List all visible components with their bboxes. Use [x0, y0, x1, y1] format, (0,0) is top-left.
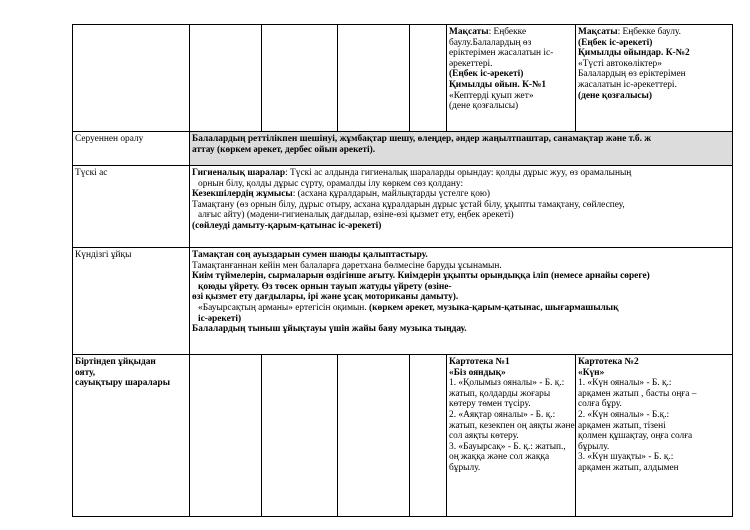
walk-return-line: аттау (көркем әрекет, дербес ойын әрекеті).: [192, 144, 376, 155]
row-label-nap: [72, 247, 190, 355]
text-run: «Түсті автокөліктер»: [578, 58, 662, 69]
nap-content: [189, 247, 733, 355]
nap-line: Тамақтанғаннан кейін мен балаларға дәретхана бөлмесіне баруды ұсынамын.: [192, 260, 502, 271]
nap-line: іс-әрекеті): [198, 313, 242, 324]
card2-line: 3. «Күн шуақты» - Б. қ.:: [578, 452, 674, 463]
text-run: Балалардың өз еріктерімен: [578, 69, 686, 80]
text-run: жасалатын іс-әрекеттері.: [578, 79, 677, 90]
card2-line: арқамен жатып, алдымен: [578, 462, 679, 473]
card2-line: «Күн»: [578, 367, 605, 378]
text-run: Мақсаты: [578, 27, 618, 37]
card1-line: 1. «Қолымыз ояналы» - Б. қ.:: [449, 378, 565, 389]
card1-line: оң жаққа және сол жаққа: [449, 452, 550, 463]
day-cell: [261, 354, 338, 517]
text-run: (дене қозғалысы): [578, 90, 652, 101]
row-label: Күндізгі ұйқы: [75, 250, 132, 260]
purpose-cell-day5: [575, 24, 733, 132]
card1-line: сол аяқты көтеру.: [449, 431, 519, 442]
row-label-walk-return: [72, 131, 190, 166]
card1-line: «Біз ояндық»: [449, 367, 506, 378]
card2-line: арқамен жатып , басты оңға –: [578, 388, 697, 399]
wakeup-card-1: [446, 354, 576, 517]
card1-line: Картотека №1: [449, 357, 510, 367]
day-cell: [337, 354, 410, 517]
lunch-line: алғыс айту) (мәдени-гигиеналық дағдылар, өзіне-өзі қызмет ету, еңбек әрекеті): [198, 210, 514, 221]
text-run: (Еңбек іс-әрекеті): [449, 69, 524, 80]
walk-return-line: Балалардың реттілікпен шешінуі, жұмбақтар шешу, өлеңдер, әндер жаңылтпаштар, санамақтар және т.б. ж: [192, 134, 652, 144]
text-run: «Кептерді қуып жет»: [449, 90, 534, 101]
day-cell: [189, 24, 262, 132]
row-label-wakeup: [72, 354, 190, 517]
inner-divider: [409, 24, 414, 132]
nap-line: Киім түймелерін, сырмаларын өздігінше ағыту. Киімдерін ұқыпты орындыққа іліп (немесе арнайы сөреге): [192, 271, 650, 282]
text-run: баулу.Балалардың өз: [449, 37, 532, 48]
text-run: (Еңбек іс-әрекеті): [578, 37, 653, 48]
text-run: : Еңбекке баулу.: [617, 27, 681, 37]
wakeup-card-2: [575, 354, 733, 517]
text-run: : Еңбекке: [488, 27, 527, 37]
card1-line: бұрылу.: [449, 462, 481, 473]
lunch-line: Кезекшілердің жұмысы: (асхана құралдарын, майлықтарды үстелге қою): [192, 189, 491, 200]
text-run: еріктерімен жасалатын іс-: [449, 48, 554, 59]
wakeup-label-line: ояту,: [75, 367, 96, 378]
row-label: Серуеннен оралу: [75, 134, 144, 144]
card2-line: Картотека №2: [578, 357, 639, 367]
lunch-line: Гигиеналық шаралар: Түскі ас алдында гигиеналық шараларды орындау: қолды дұрыс жуу, өз орамалының: [192, 168, 632, 178]
card2-line: бұрылу.: [578, 441, 610, 452]
plan-grid: [72, 24, 733, 516]
day-cell: [189, 354, 262, 517]
text-run: (дене қозғалысы): [449, 101, 519, 112]
card1-line: 2. «Аяқтар ояналы» - Б. қ.:: [449, 409, 556, 420]
text-run: Қимылды ойындар. К-№2: [578, 48, 690, 59]
row-label-lunch: [72, 165, 190, 248]
card2-line: арқамен жатып, тізені: [578, 420, 666, 431]
nap-line: Балалардың тыныш ұйықтауы үшін жайы баяу музыка тыңдау.: [192, 324, 467, 335]
nap-line: Тамақтан соң ауыздарын сумен шаюды қалыптастыру.: [192, 250, 428, 260]
lunch-line: Тамақтану (өз орнын білу, дұрыс отыру, асхана құралдарын дұрыс ұстай білу, ұқыпты тамақтану, сөйлеспеу,: [192, 199, 625, 210]
card1-line: көтеру төмен түсіру.: [449, 399, 531, 410]
card1-line: жатып, қолдарды жоғары: [449, 388, 551, 399]
card2-line: қолмен құшақтау, оңға солға: [578, 431, 693, 442]
day-cell: [337, 24, 447, 132]
nap-line: қоюды үйрету. Өз төсек орнын тауып жатуды үйрету (өзіне-: [198, 281, 452, 292]
nap-line: өзі қызмет ету дағдылары, ірі және ұсақ моториканы дамыту).: [192, 292, 459, 303]
card1-line: 3. «Бауырсақ» - Б. қ.: жатып.,: [449, 441, 566, 452]
lunch-line: орнын білу, қолды дұрыс сүрту, орамалды ілу көркем сөз қолдану:: [198, 178, 464, 189]
text-run: Мақсаты: [449, 27, 489, 37]
text-run: әрекеттері.: [449, 58, 493, 69]
row-label: Түскі ас: [75, 168, 108, 178]
text-run: Қимылды ойын. К-№1: [449, 79, 547, 90]
day-cell: [409, 354, 447, 517]
card2-line: 2. «Күн ояналы» - Б.қ.:: [578, 409, 670, 420]
row-label-cell: [72, 24, 190, 132]
purpose-cell-day4: [446, 24, 576, 132]
nap-line: «Бауырсақтың арманы» ертегісін оқимын. (көркем әрекет, музыка-қарым-қатынас, шығармашылық: [198, 302, 619, 313]
walk-return-content: [189, 131, 733, 166]
card2-line: солға бұру.: [578, 399, 622, 410]
lunch-content: [189, 165, 733, 248]
lunch-line: (сөйлеуді дамыту-қарым-қатынас іс-әрекеті): [192, 220, 382, 231]
wakeup-label-line: сауықтыру шаралары: [75, 378, 171, 389]
card1-line: жатып, кезекпен оң аяқты және: [449, 420, 575, 431]
wakeup-label-line: Біртіндеп ұйқыдан: [75, 357, 156, 367]
card2-line: 1. «Күн ояналы» - Б. қ.:: [578, 378, 672, 389]
day-cell: [261, 24, 338, 132]
